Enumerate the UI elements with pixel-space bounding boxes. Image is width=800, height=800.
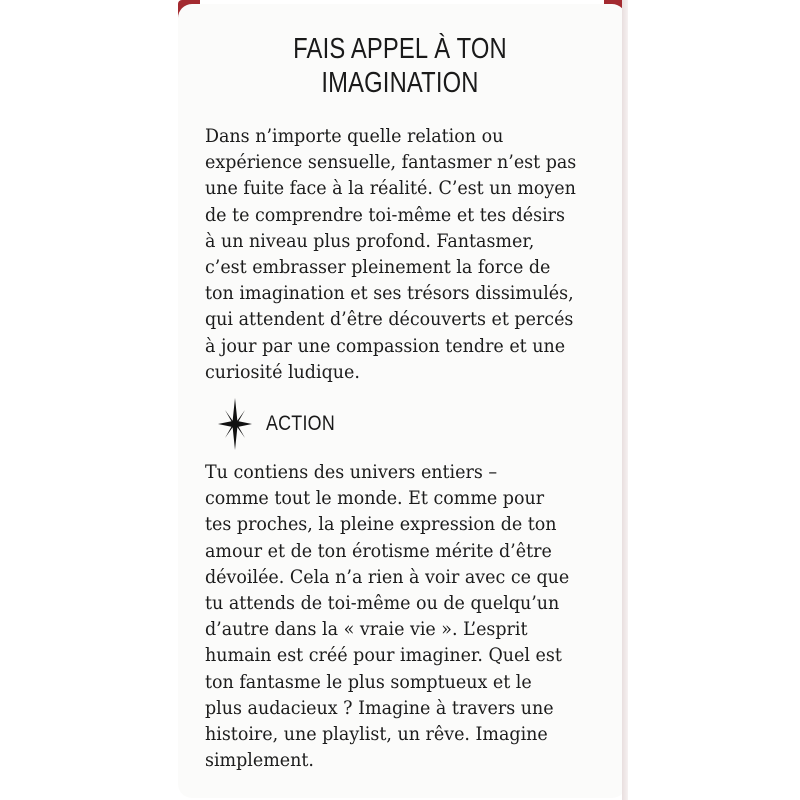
card-title bbox=[236, 32, 564, 100]
card-edge-shadow bbox=[622, 0, 628, 800]
paragraph-line: comme tout le monde. Et comme pour bbox=[205, 488, 545, 510]
paragraph-line: tes proches, la pleine expression de ton bbox=[205, 514, 557, 536]
paragraph-line: dévoilée. Cela n’a rien à voir avec ce que bbox=[205, 566, 570, 588]
paragraph-line: histoire, une playlist, un rêve. Imagine bbox=[205, 724, 548, 746]
title-line: FAIS APPEL À TON bbox=[293, 33, 507, 65]
paragraph-line: une fuite face à la réalité. C’est un moyen bbox=[205, 178, 576, 200]
action-heading bbox=[218, 398, 347, 450]
paragraph-line: Tu contiens des univers entiers – bbox=[205, 462, 498, 483]
paragraph-line: à jour par une compassion tendre et une bbox=[205, 335, 566, 357]
paragraph-line: curiosité ludique. bbox=[205, 361, 360, 383]
intro-paragraph bbox=[205, 124, 585, 386]
paragraph-line: qui attendent d’être découverts et percés bbox=[205, 309, 574, 331]
paragraph-line: simplement. bbox=[205, 750, 314, 772]
paragraph-line: d’autre dans la « vraie vie ». L’esprit bbox=[205, 619, 528, 641]
action-label: ACTION bbox=[266, 412, 335, 435]
paragraph-line: c’est embrasser pleinement la force de bbox=[205, 257, 551, 279]
paragraph-line: expérience sensuelle, fantasmer n’est pas bbox=[205, 152, 577, 174]
paragraph-line: de te comprendre toi-même et tes désirs bbox=[205, 204, 566, 226]
paragraph-line: plus audacieux ? Imagine à travers une bbox=[205, 697, 554, 719]
paragraph-line: ton imagination et ses trésors dissimulés, bbox=[205, 283, 574, 305]
paragraph-line: tu attends de toi-même ou de quelqu’un bbox=[205, 593, 560, 615]
action-paragraph bbox=[205, 460, 585, 774]
paragraph-line: humain est créé pour imaginer. Quel est bbox=[205, 645, 562, 667]
four-point-star-icon bbox=[218, 398, 252, 450]
paragraph-line: à un niveau plus profond. Fantasmer, bbox=[205, 230, 535, 252]
paragraph-line: amour et de ton érotisme mérite d’être bbox=[205, 540, 552, 562]
title-line: IMAGINATION bbox=[321, 67, 479, 99]
paragraph-line: Dans n’importe quelle relation ou bbox=[205, 126, 504, 147]
paragraph-line: ton fantasme le plus somptueux et le bbox=[205, 671, 532, 693]
